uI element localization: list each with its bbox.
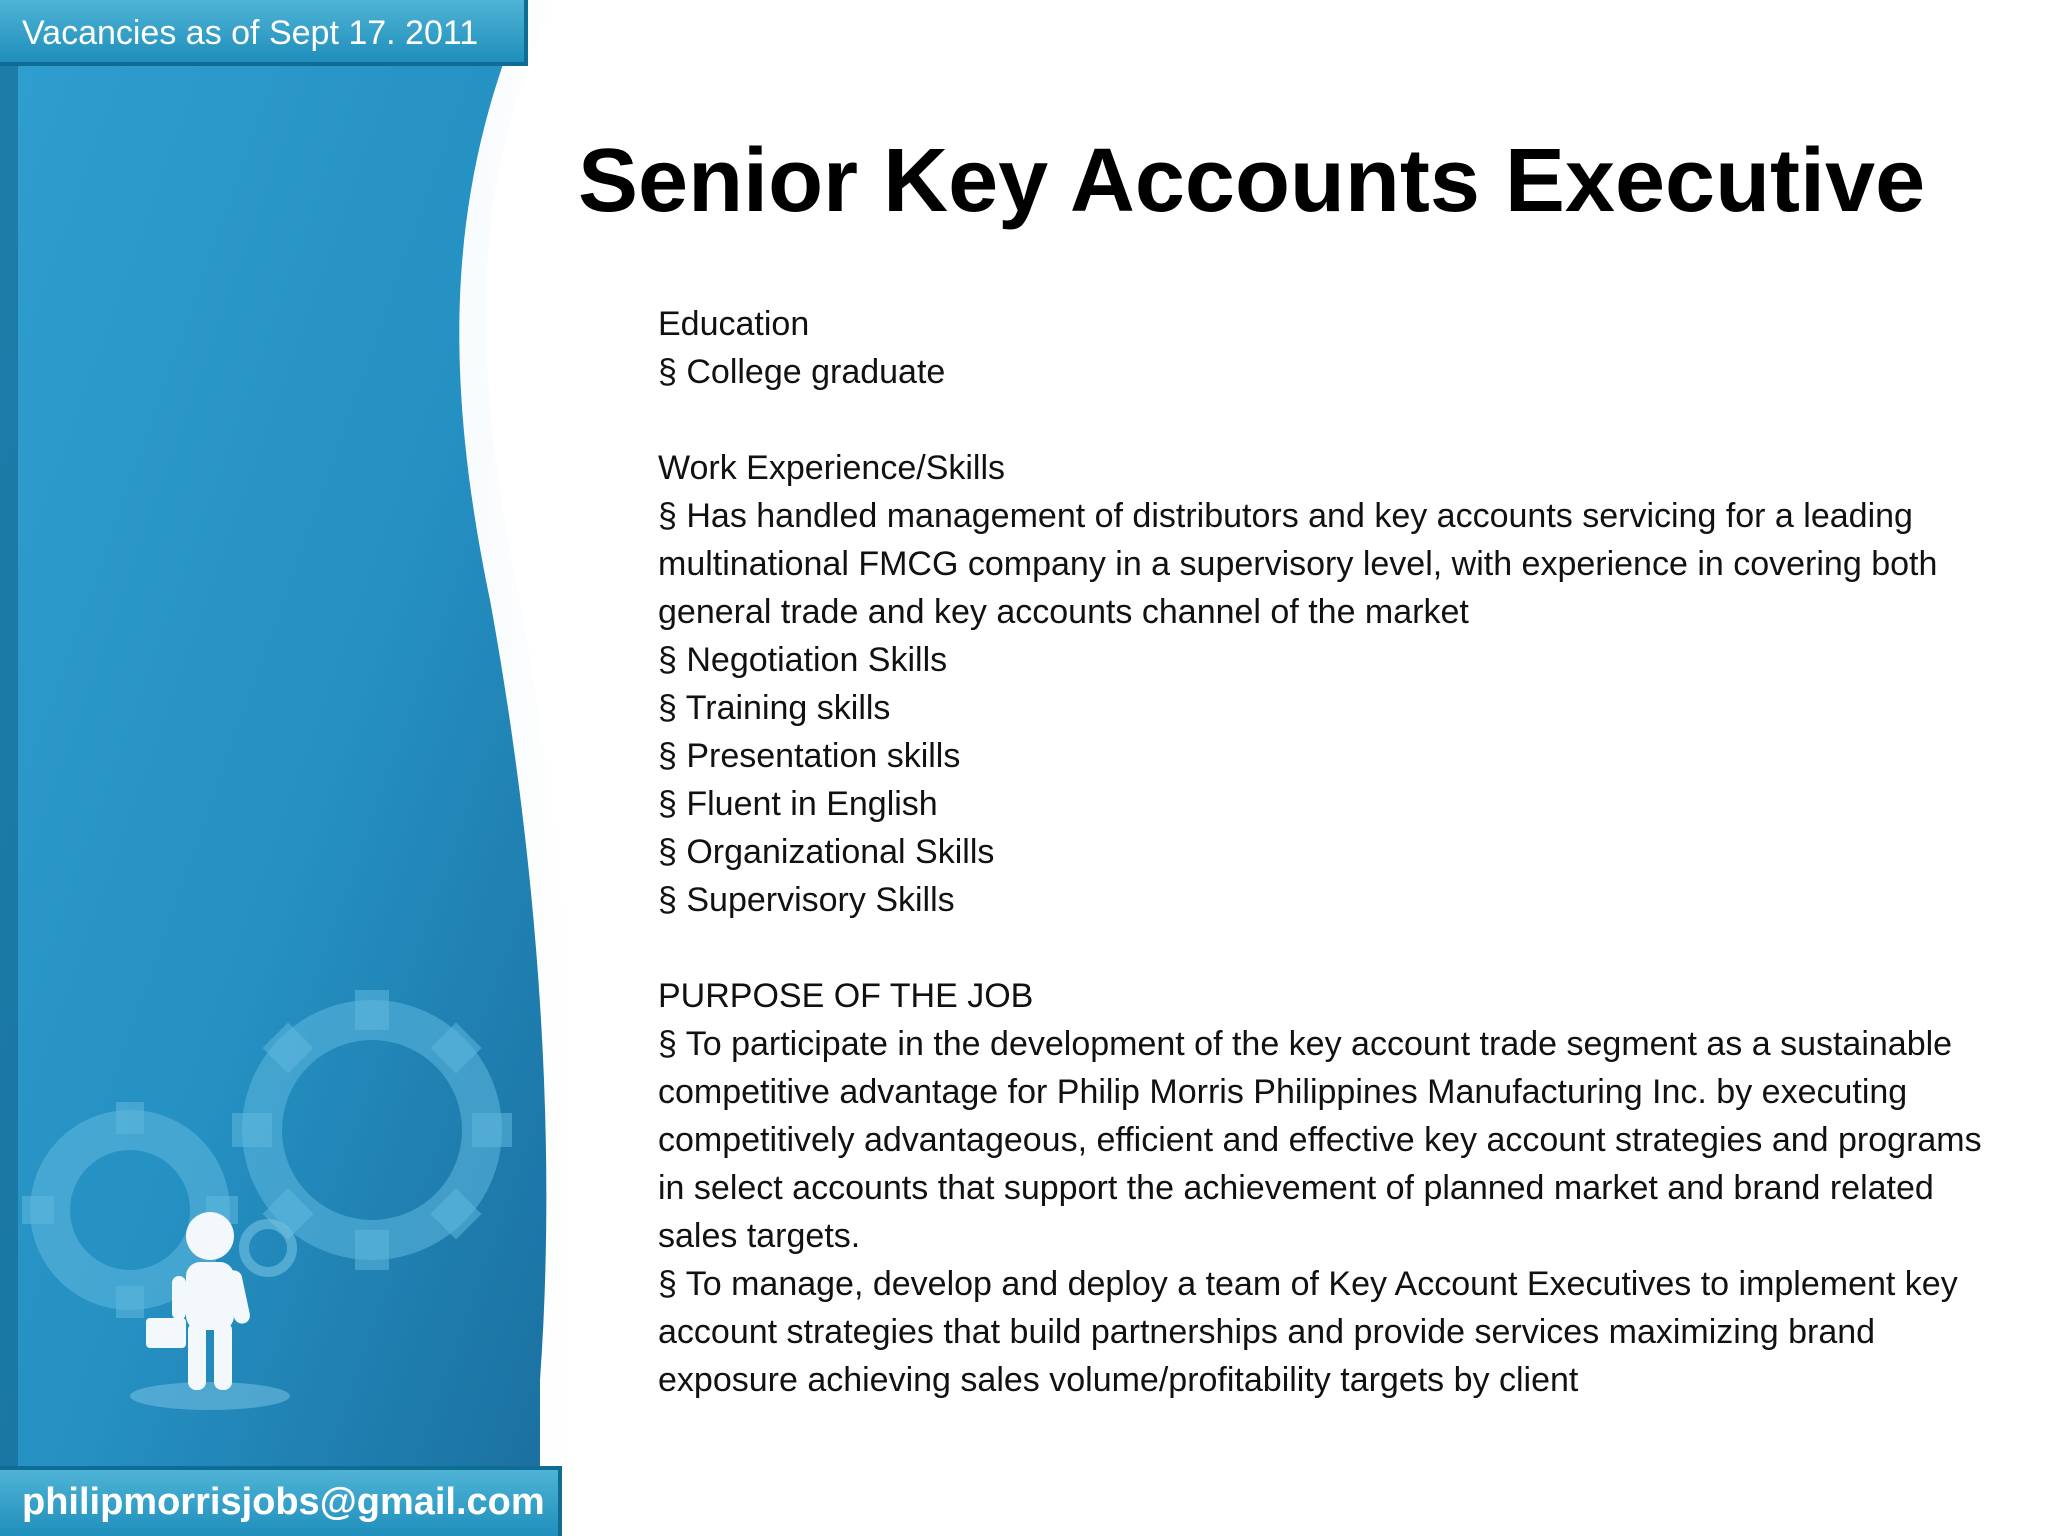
list-item: § To manage, develop and deploy a team of Key Account Executives to implement key account strategies that build partnerships and provide services maximizing brand exposure achieving sales volume/profitability targets by client	[658, 1265, 1958, 1399]
purpose-section	[658, 972, 1998, 1404]
section-heading: PURPOSE OF THE JOB	[658, 977, 1034, 1015]
list-item: § Fluent in English	[658, 785, 938, 823]
job-description	[658, 300, 1998, 1452]
work-experience-section	[658, 444, 1998, 924]
list-item: § College graduate	[658, 353, 946, 391]
contact-email: philipmorrisjobs@gmail.com	[0, 1466, 562, 1536]
date-label: Vacancies as of Sept 17. 2011	[0, 0, 528, 66]
list-item: § Has handled management of distributors and key accounts servicing for a leading multinational FMCG company in a supervisory level, with experience in covering both general trade and key accounts channel of the market	[658, 497, 1938, 631]
education-section	[658, 300, 1998, 396]
list-item: § Supervisory Skills	[658, 881, 955, 919]
list-item: § Negotiation Skills	[658, 641, 948, 679]
section-heading: Education	[658, 305, 810, 343]
list-item: § Presentation skills	[658, 737, 961, 775]
list-item: § To participate in the development of the key account trade segment as a sustainable competitive advantage for Philip Morris Philippines Manufacturing Inc. by executing competitively advantageous, efficient and effective key account strategies and programs in select accounts that support the achievement of planned market and brand related sales targets.	[658, 1025, 1982, 1255]
section-heading: Work Experience/Skills	[658, 449, 1006, 487]
list-item: § Organizational Skills	[658, 833, 995, 871]
list-item: § Training skills	[658, 689, 891, 727]
page-title: Senior Key Accounts Executive	[578, 131, 1926, 231]
